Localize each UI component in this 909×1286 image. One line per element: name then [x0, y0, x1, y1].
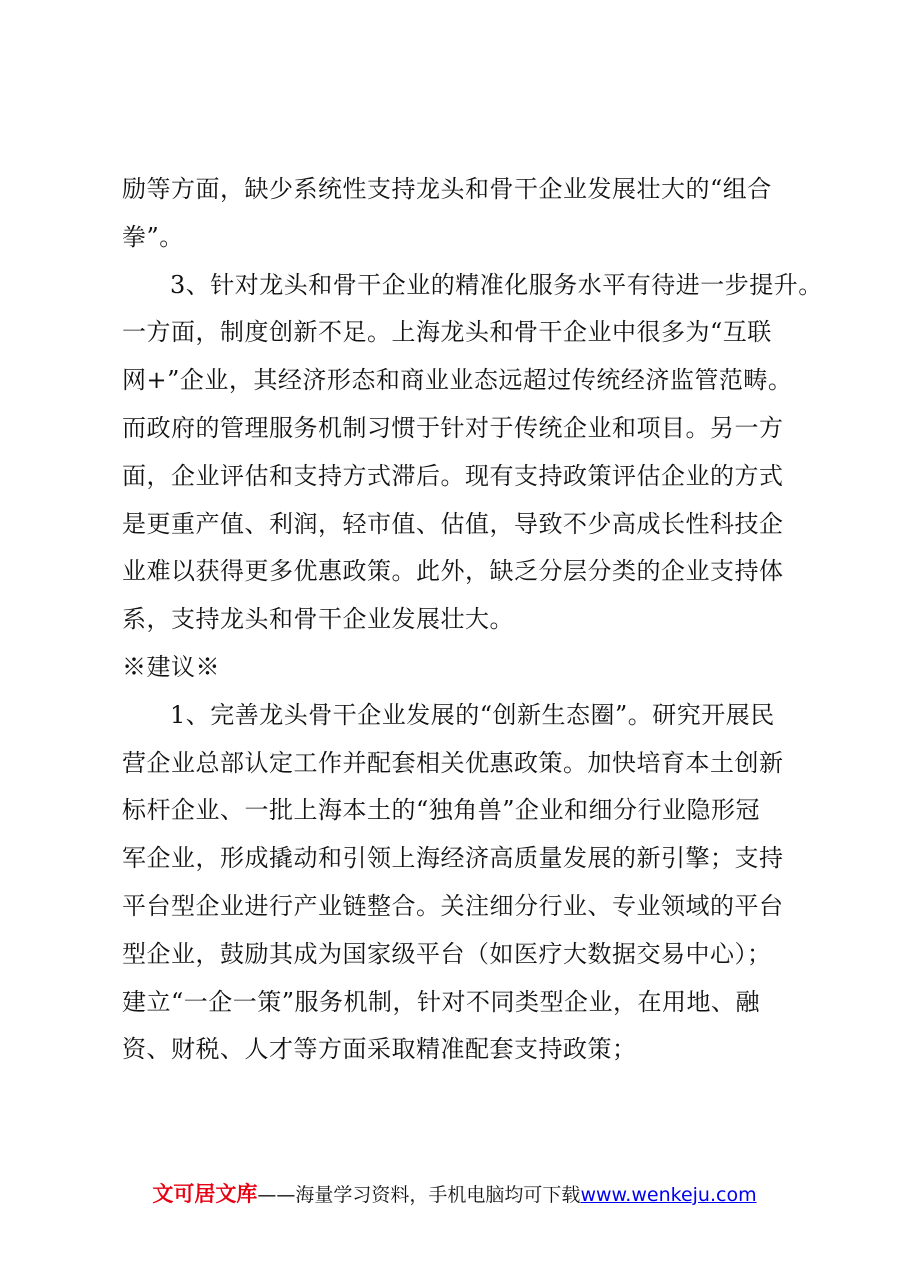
document-body — [122, 166, 822, 1074]
text-line: 业难以获得更多优惠政策。此外，缺乏分层分类的企业支持体 — [122, 557, 784, 586]
text-line: 军企业，形成撬动和引领上海经济高质量发展的新引擎；支持 — [122, 844, 784, 873]
text-line: 而政府的管理服务机制习惯于针对于传统企业和项目。另一方 — [122, 413, 784, 442]
text-line: 平台型企业进行产业链整合。关注细分行业、专业领域的平台 — [122, 891, 784, 920]
text-line: 型企业，鼓励其成为国家级平台（如医疗大数据交易中心）； — [122, 939, 772, 968]
text-line: 资、财税、人才等方面采取精准配套支持政策； — [122, 1035, 637, 1064]
text-line: 1、完善龙头骨干企业发展的“创新生态圈”。研究开展民 — [170, 700, 775, 729]
text-line: 标杆企业、一批上海本土的“独角兽”企业和细分行业隐形冠 — [122, 796, 761, 825]
text-line: 面，企业评估和支持方式滞后。现有支持政策评估企业的方式 — [122, 461, 784, 490]
footer-link[interactable]: www.wenkeju.com — [580, 1184, 757, 1206]
text-line: 建立“一企一策”服务机制，针对不同类型企业，在用地、融 — [122, 987, 761, 1016]
text-line: 3、针对龙头和骨干企业的精准化服务水平有待进一步提升。 — [170, 270, 823, 299]
text-line: 一方面，制度创新不足。上海龙头和骨干企业中很多为“互联 — [122, 318, 772, 347]
text-line: 网+”企业，其经济形态和商业业态远超过传统经济监管范畴。 — [122, 366, 793, 395]
footer-tagline: ——海量学习资料，手机电脑均可下载 — [257, 1184, 581, 1206]
text-line: 拳”。 — [122, 222, 184, 251]
text-line: 是更重产值、利润，轻市值、估值，导致不少高成长性科技企 — [122, 509, 784, 538]
text-line: 营企业总部认定工作并配套相关优惠政策。加快培育本土创新 — [122, 748, 784, 777]
text-line: 励等方面，缺少系统性支持龙头和骨干企业发展壮大的“组合 — [122, 175, 772, 203]
page-footer — [0, 1178, 909, 1208]
section-heading: ※建议※ — [122, 652, 220, 681]
footer-brand: 文可居文库 — [152, 1182, 258, 1206]
text-line: 系，支持龙头和骨干企业发展壮大。 — [122, 605, 514, 634]
